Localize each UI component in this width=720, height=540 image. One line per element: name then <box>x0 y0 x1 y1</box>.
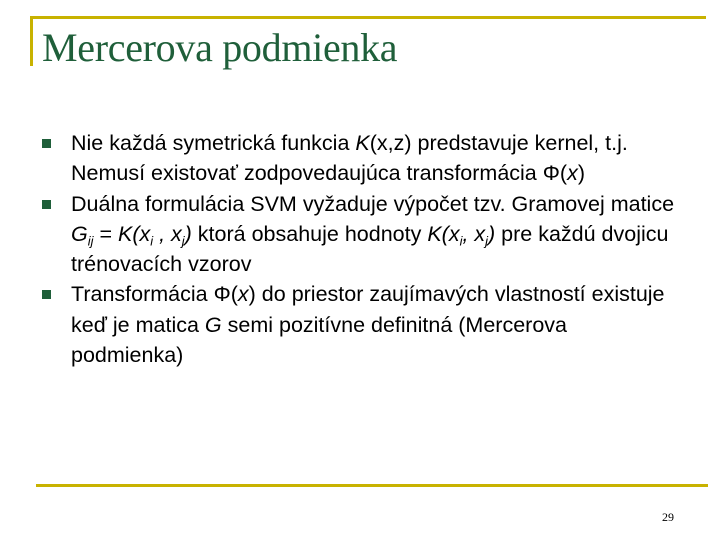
text-run: Φ( <box>542 161 568 186</box>
bullet-list <box>42 128 682 370</box>
slide-title: Mercerova podmienka <box>42 25 398 70</box>
bullet-item-3 <box>42 279 682 370</box>
page-number: 29 <box>662 510 674 524</box>
text-run: j <box>181 233 185 249</box>
text-run: (x,z) predstavuje kernel, t.j. Nemusí existovať zodpovedaujúca transformácia <box>71 131 628 186</box>
text-run: do priestor zaujímavých vlastností existuje keď je matica <box>71 282 665 337</box>
text-run: G <box>204 312 222 337</box>
text-run: , x <box>153 221 182 246</box>
text-run: ) <box>488 221 496 246</box>
text-run: ij <box>87 233 94 249</box>
text-run: Φ( <box>213 282 238 307</box>
square-bullet-icon <box>42 139 51 148</box>
text-run: ) <box>184 221 192 246</box>
text-run: x <box>237 282 249 307</box>
text-run: K(x <box>117 221 151 246</box>
text-run: , x <box>462 221 486 246</box>
text-run: K <box>355 131 370 155</box>
text-run: i <box>459 233 463 249</box>
text-run: semi pozitívne definitná (Mercerova podmienka) <box>71 312 567 368</box>
top-horizontal-rule <box>30 16 706 19</box>
text-run: ) <box>248 282 256 307</box>
footer-rule <box>36 484 708 487</box>
text-run: Duálna formulácia SVM vyžaduje výpočet tzv. Gramovej matice <box>71 191 675 216</box>
square-bullet-icon <box>42 200 51 209</box>
text-run: ktorá obsahuje hodnoty <box>191 221 428 246</box>
text-run: G <box>71 221 88 246</box>
text-run: Nie každá symetrická funkcia <box>71 131 356 155</box>
top-left-vertical-rule <box>30 16 33 66</box>
square-bullet-icon <box>42 290 51 299</box>
text-run: i <box>150 233 154 249</box>
text-run: Transformácia <box>71 282 214 307</box>
text-run: = <box>93 221 118 246</box>
text-run: K(x <box>427 221 460 246</box>
bullet-item-2 <box>42 189 682 280</box>
text-run: j <box>485 233 489 249</box>
bullet-item-1 <box>42 128 682 189</box>
text-run: x <box>567 161 578 186</box>
text-run: pre každú dvojicu trénovacích vzorov <box>71 221 669 277</box>
text-run: ) <box>577 161 585 186</box>
